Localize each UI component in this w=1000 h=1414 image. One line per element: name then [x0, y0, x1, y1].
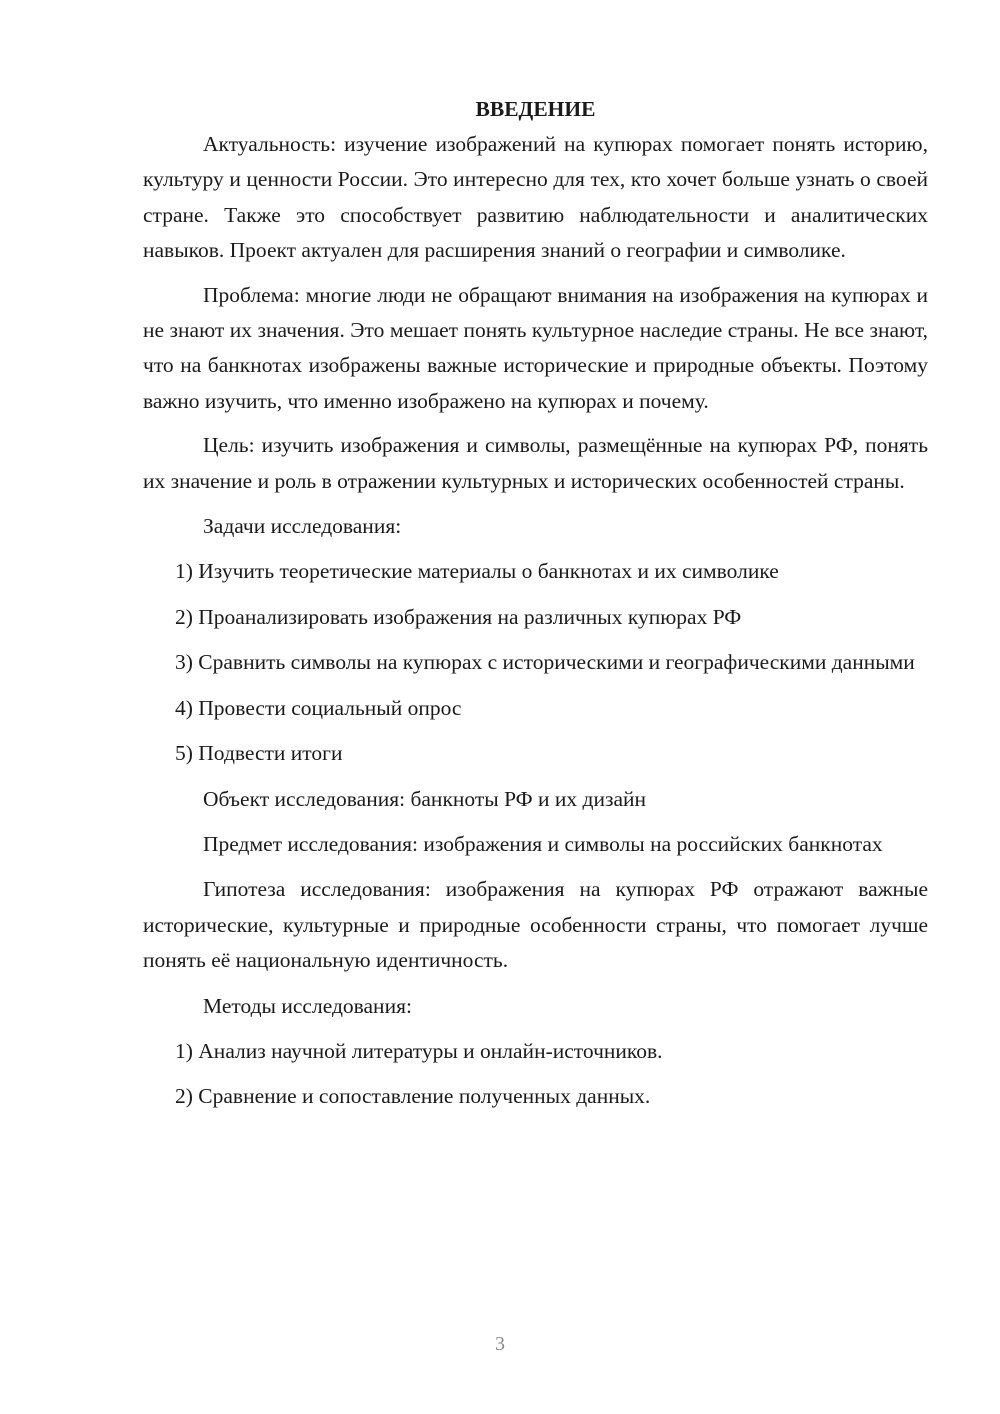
task-item-4: 4) Провести социальный опрос: [175, 695, 462, 720]
problem-paragraph: Проблема: многие люди не обращают внимания на изображения на купюрах и не знают их значения. Это мешает понять культурное наследие страны. Не все знают, что на банкнотах изображены важные исторические и природные объекты. Поэтому важно изучить, что именно изображено на купюрах и почему.: [143, 282, 928, 413]
page-title: ВВЕДЕНИЕ: [475, 97, 596, 121]
subject-paragraph: Предмет исследования: изображения и символы на российских банкнотах: [203, 831, 883, 856]
method-item-2: 2) Сравнение и сопоставление полученных данных.: [175, 1084, 651, 1109]
object-paragraph: Объект исследования: банкноты РФ и их дизайн: [203, 786, 647, 811]
task-item-5: 5) Подвести итоги: [175, 741, 343, 766]
method-item-1: 1) Анализ научной литературы и онлайн-источников.: [175, 1038, 663, 1063]
task-item-2: 2) Проанализировать изображения на различных купюрах РФ: [175, 604, 742, 629]
task-item-1: 1) Изучить теоретические материалы о банкнотах и их символике: [175, 559, 779, 584]
relevance-paragraph: Актуальность: изучение изображений на купюрах помогает понять историю, культуру и ценности России. Это интересно для тех, кто хочет больше узнать о своей стране. Также это способствует развитию наблюдательности и аналитических навыков. Проект актуален для расширения знаний о географии и символике.: [143, 132, 928, 263]
goal-paragraph: Цель: изучить изображения и символы, размещённые на купюрах РФ, понять их значение и роль в отражении культурных и исторических особенностей страны.: [143, 433, 928, 493]
tasks-heading: Задачи исследования:: [203, 514, 402, 539]
page-number: 3: [495, 1333, 505, 1355]
methods-heading: Методы исследования:: [203, 993, 412, 1018]
hypothesis-paragraph: Гипотеза исследования: изображения на купюрах РФ отражают важные исторические, культурные и природные особенности страны, что помогает лучше понять её национальную идентичность.: [143, 877, 928, 973]
task-item-3: 3) Сравнить символы на купюрах с историческими и географическими данными: [175, 650, 915, 675]
document-page: [143, 92, 928, 1115]
